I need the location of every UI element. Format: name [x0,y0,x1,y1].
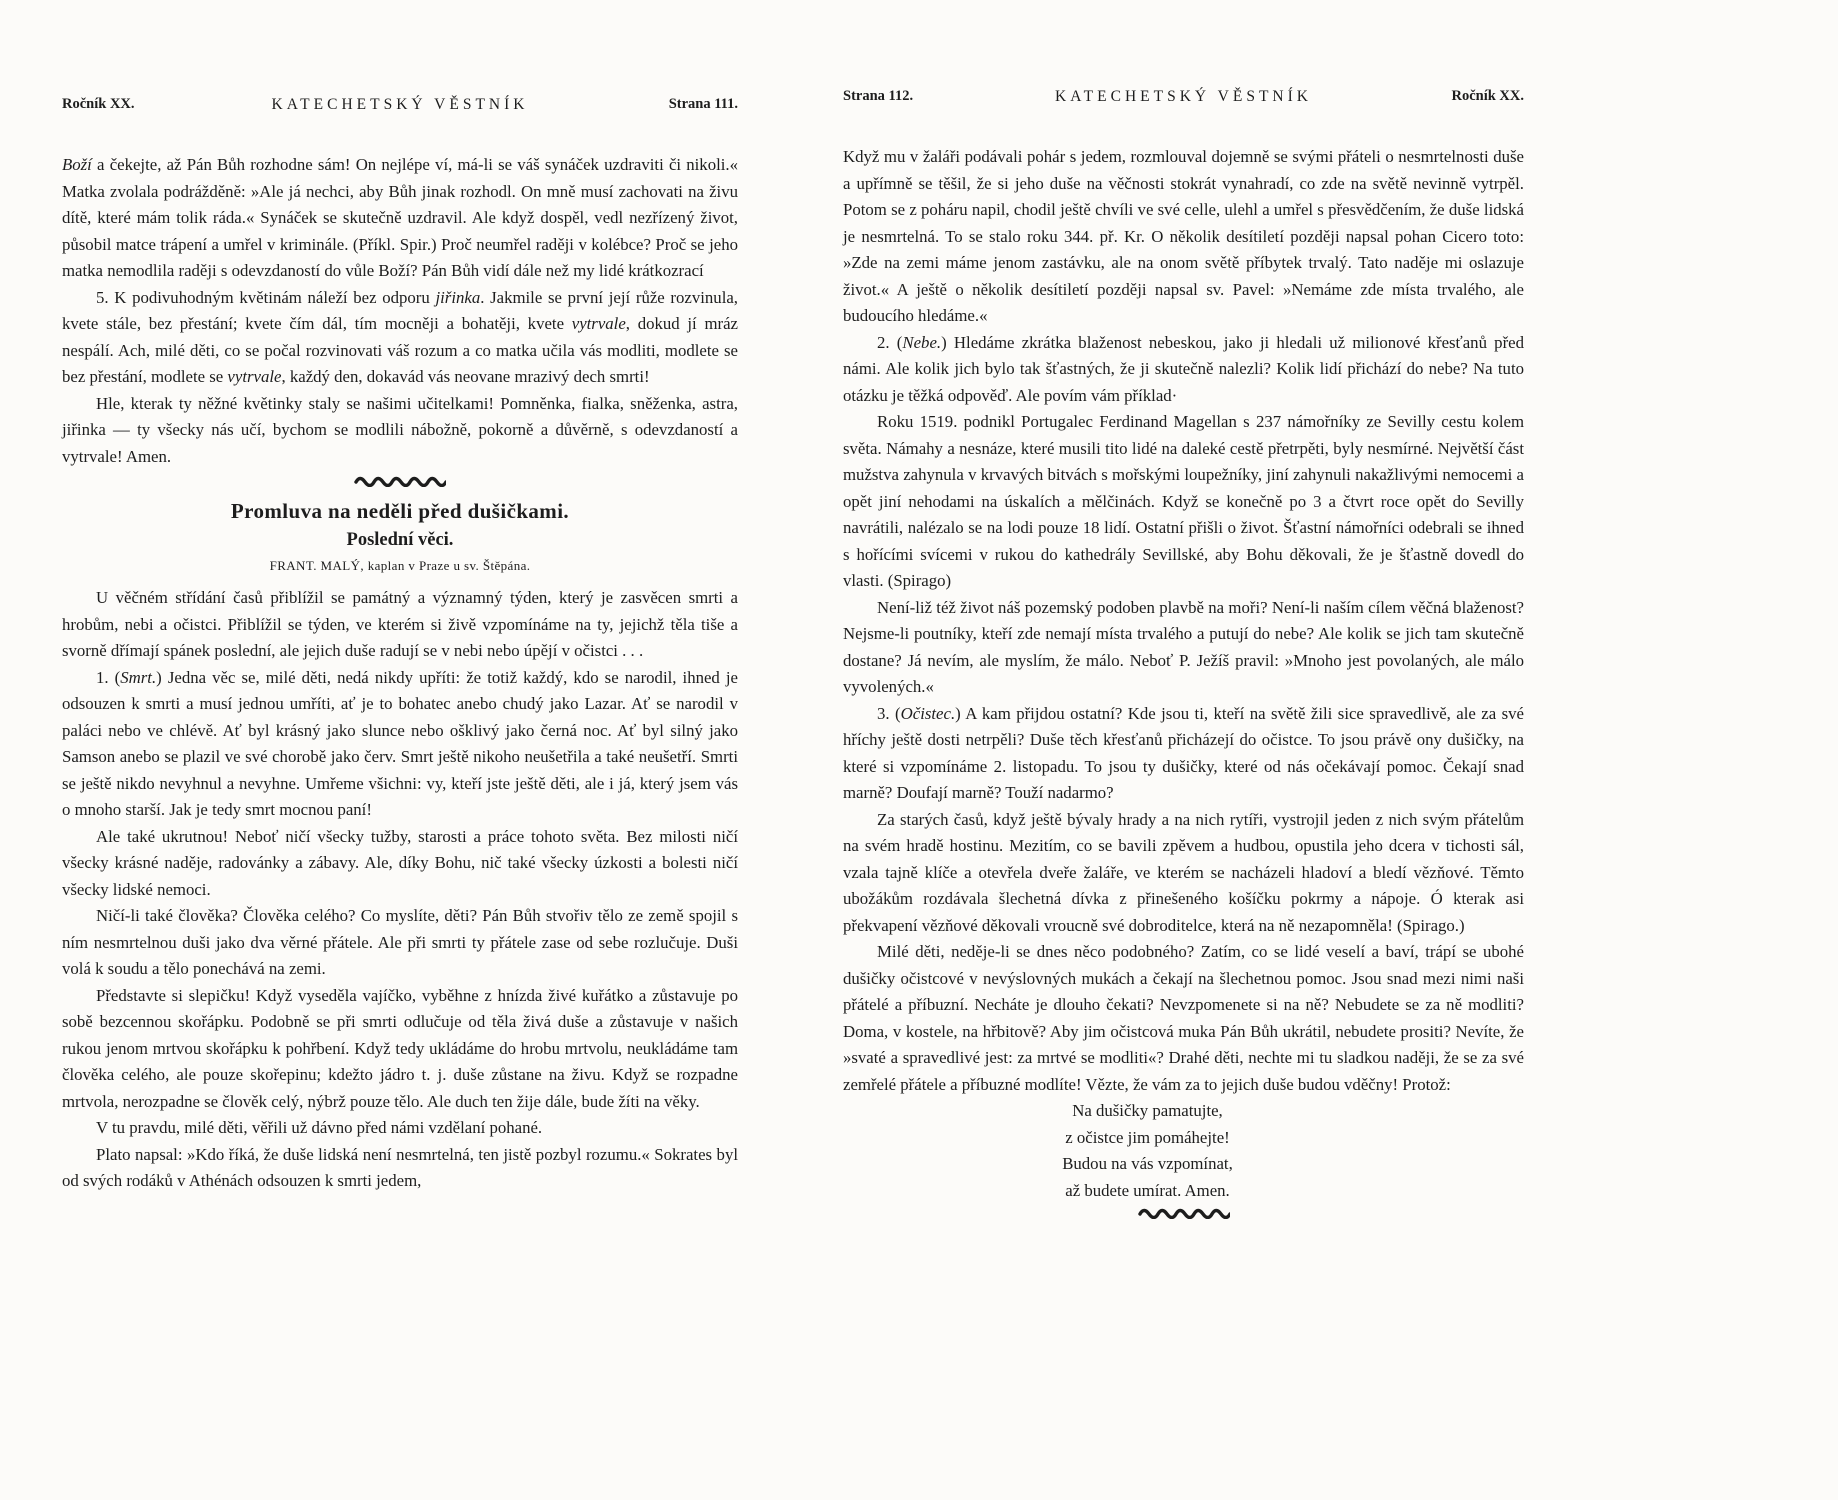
verse-line: Budou na vás vzpomínat, [1062,1154,1233,1173]
paragraph: Boží a čekejte, až Pán Bůh rozhodne sám! On nejlépe ví, má-li se váš synáček uzdraviti či nikoli.« Matka zvolala podrážděně: »Ale já nechci, aby Bůh jinak rozhodl. On mně musí zachovati na živu dítě, které mám tolik ráda.« Synáček se skutečně uzdravil. Ale když dospěl, vedl nezřízený život, působil matce trápení a umřel v kriminále. (Příkl. Spir.) Proč neumřel raději v kolébce? Proč se jeho matka nemodlila raději s odevzdaností do vůle Boží? Pán Bůh vidí dále než my lidé krátkozrací [62,155,738,280]
page-right [843,88,1524,1219]
page-number-label: Strana 111. [668,96,738,112]
page-left [62,96,738,1195]
paragraph: 2. (Nebe.) Hledáme zkrátka blaženost nebeskou, jako ji hledali už milionové křesťanů před námi. Ale kolik jich bylo tak šťastných, že ji skutečně nalezli? Kolik lidí přichází do nebe? Na tuto otázku je těžká odpověď. Ale povím vám příklad· [843,332,1525,405]
verse-line: Na dušičky pamatujte, [1072,1101,1223,1120]
paragraph: 5. K podivuhodným květinám náleží bez odporu jiřinka. Jakmile se první její růže rozvinula, kvete stále, bez přestání; kvete čím dál, tím mocněji a bohatěji, kvete vytrvale, dokud jí mráz nespálí. Ach, milé děti, co se počal rozvinovati váš rozum a co matka učila vás modliti, modlete se bez přestání, modlete se vytrvale, každý den, dokavád vás neovane mrazivý dech smrti! [62,287,739,386]
paragraph: Plato napsal: »Kdo říká, že duše lidská není nesmrtelná, ten jistě pozbyl rozumu.« Sokrates byl od svých rodáků v Athénách odsouzen k smrti jedem, [62,1144,738,1190]
verse-line: z očistce jim pomáhejte! [1065,1127,1230,1147]
paragraph: Ničí-li také člověka? Člověka celého? Co myslíte, děti? Pán Bůh stvořiv tělo ze země spojil s ním nesmrtelnou duši jako dva věrné přátele. Ale při smrti ty přátele zase od sebe rozlučuje. Duši volá k soudu a tělo ponechává na zemi. [62,906,738,978]
page-body [62,152,738,1195]
article-subtitle: Poslední věci. [346,530,454,550]
paragraph: V tu pravdu, milé děti, věřili už dávno před námi vzdělaní pohané. [96,1118,543,1137]
verse [843,1098,1452,1204]
article-byline: FRANT. MALÝ, kaplan v Praze u sv. Štěpána. [269,558,531,573]
paragraph: Roku 1519. podnikl Portugalec Ferdinand Magellan s 237 námořníky ze Sevilly cestu kolem světa. Námahy a nesnáze, které musili tito lidé na daleké cestě přetrpěti, byly nesmírné. Největší část mužstva zahynula v krvavých bitvách s mořskými loupežníky, jiní zahynuli nakažlivými nemocemi a opět jiní nehodami na úskalích a mělčinách. Když se konečně po 3 a čtvrt roce opět do Sevilly navrátili, nalézalo se na lodi pouze 18 lidí. Ostatní přišli o život. Šťastní námořníci odebrali se ihned s hořícími svícemi v rukou do kathedrály Sevillské, aby Bohu děkovali, že je šťastně dovedl do vlasti. (Spirago) [843,412,1524,590]
page-header [843,88,1524,112]
paragraph: Když mu v žaláři podávali pohár s jedem, rozmlouval dojemně se svými přáteli o nesmrtelnosti duše a upřímně se těšil, že si jeho duše na věčnosti stokrát vynahradí, co zde na světě nevinně vytrpěl. Potom se z poháru napil, chodil ještě chvíli ve své celle, ulehl a umřel s přesvědčením, že duše lidská je nesmrtelná. To se stalo roku 344. př. Kr. O několik desítiletí později napsal pohan Cicero toto: »Zde na zemi máme jenom zastávku, ale na onom světě příbytek trvalý. Tato naděje mi oslazuje život.« A ještě o několik desítiletí později napsal sv. Pavel: »Nemáme zde místa trvalého, ale budoucího hledáme.« [843,147,1524,325]
journal-title: KATECHETSKÝ VĚSTNÍK [271,96,529,113]
paragraph: Za starých časů, když ještě bývaly hrady a na nich rytíři, vystrojil jeden z nich svým přátelům na svém hradě hostinu. Mezitím, co se bavili zpěvem a hudbou, opustila jeho dcera v tichosti sál, vzala tajně klíče a otevřela dveře žaláře, ve kterém se nacházeli hladoví a bledí vězňové. Těmto ubožákům rozdávala šlechetná dívka z přinešeného košíčku pokrmy a nápoje. Ó kterak asi překvapení vězňové děkovali vroucně své dobroditelce, která na ně nezapomněla! (Spirago.) [843,809,1524,935]
page-number-label: Strana 112. [843,88,914,104]
paragraph: Není-liž též život náš pozemský podoben plavbě na moři? Není-li naším cílem věčná blaženost? Nejsme-li poutníky, kteří zde nemají místa trvalého a putují do nebe? Ale kolik se jich tam skutečně dostane? Já nevím, ale myslím, že málo. Neboť P. Ježíš pravil: »Mnoho jest povolaných, ale málo vyvolených.« [843,597,1524,696]
paragraph: 1. (Smrt.) Jedna věc se, milé děti, nedá nikdy upříti: že totiž každý, kdo se narodil, ihned je odsouzen k smrti a musí jednou umříti, ať je to bohatec anebo chudý jako Lazar. Ať se narodil v paláci nebo ve chlévě. Ať byl krásný jako slunce nebo ošklivý jako černá noc. Ať byl silný jako Samson anebo se plazil ve své chorobě jako červ. Smrt ještě nikoho neušetřila a také neušetří. Smrti se ještě nikdo nevyhnul a nevyhne. Umřeme všichni: vy, kteří jste ještě děti, ale i já, který jsem vás o mnoho starší. Jak je tedy smrt mocnou paní! [62,667,739,819]
volume-label: Ročník XX. [1451,88,1524,104]
paragraph: Milé děti, neděje-li se dnes něco podobného? Zatím, co se lidé veselí a baví, trápí se ubohé dušičky očistcové v nevýslovných mukách a čekají na šlechetnou pomoc. Jsou snad mezi nimi naši přátelé a příbuzní. Necháte je dlouho čekati? Nevzpomenete si na ně? Nebudete se za ně modliti? Doma, v kostele, na hřbitově? Aby jim očistcová muka Pán Bůh ukrátil, nebudete prositi? Nevíte, že »svaté a spravedlivé jest: za mrtvé se modliti«? Drahé děti, nechte mi tu sladkou naději, že se za své zemřelé přátele a příbuzné modlíte! Vězte, že vám za to jejich duše budou vděčny! Protož: [843,942,1524,1094]
paragraph: Hle, kterak ty něžné květinky staly se našimi učitelkami! Pomněnka, fialka, sněženka, astra, jiřinka — ty všecky nás učí, bychom se modlili nábožně, pokorně a důvěrně, s odevzdaností a vytrvale! Amen. [62,393,738,466]
paragraph: Představte si slepičku! Když vyseděla vajíčko, vyběhne z hnízda živé kuřátko a zůstavuje po sobě bezcennou skořápku. Podobně se při smrti odlučuje od těla živá duše a zůstavuje v našich rukou jenom mrtvou skořápku k pohřbení. Když tedy ukládáme do hrobu mrtvolu, neukládáme tam člověka celého, ale pouze skořepinu; kdežto jádro t. j. duše zůstane na živu. Když se rozpadne mrtvola, nerozpadne se člověk celý, nýbrž pouze tělo. Ale duch ten žije dále, bude žíti na věky. [62,985,738,1111]
paragraph: 3. (Očistec.) A kam přijdou ostatní? Kde jsou ti, kteří na světě žili sice spravedlivě, ale za své hříchy ještě dosti netrpěli? Duše těch křesťanů přicházejí do očistce. To jsou právě ony dušičky, na které si vzpomínáme 2. listopadu. To jsou ty dušičky, které od nás očekávají pomoc. Čekají snad marně? Doufají marně? Touží nadarmo? [843,703,1524,802]
article-title: Promluva na neděli před dušičkami. [230,499,570,523]
page-body [843,144,1524,1219]
verse-line: až budete umírat. Amen. [1065,1180,1230,1200]
page-header [62,96,738,120]
paragraph: Ale také ukrutnou! Neboť ničí všecky tužby, starosti a práce tohoto světa. Bez milosti ničí všecky krásné naděje, radovánky a zábavy. Ale, díky Bohu, nič také všecky úzkosti a bolesti ničí všecky lidské nemoci. [62,826,738,899]
paragraph: U věčném střídání časů přiblížil se památný a významný týden, který je zasvěcen smrti a hrobům, nebi a očistci. Přiblížil se týden, ve kterém si živě vzpomínáme na ty, jejichž těla tiše a svorně dřímají spánek poslední, ale jejich duše radují se v nebi nebo úpějí v očistci . . . [62,588,738,660]
volume-label: Ročník XX. [62,96,135,112]
squiggle-divider-icon [843,1207,1524,1219]
journal-title: KATECHETSKÝ VĚSTNÍK [1055,88,1312,105]
squiggle-divider-icon [62,475,738,487]
